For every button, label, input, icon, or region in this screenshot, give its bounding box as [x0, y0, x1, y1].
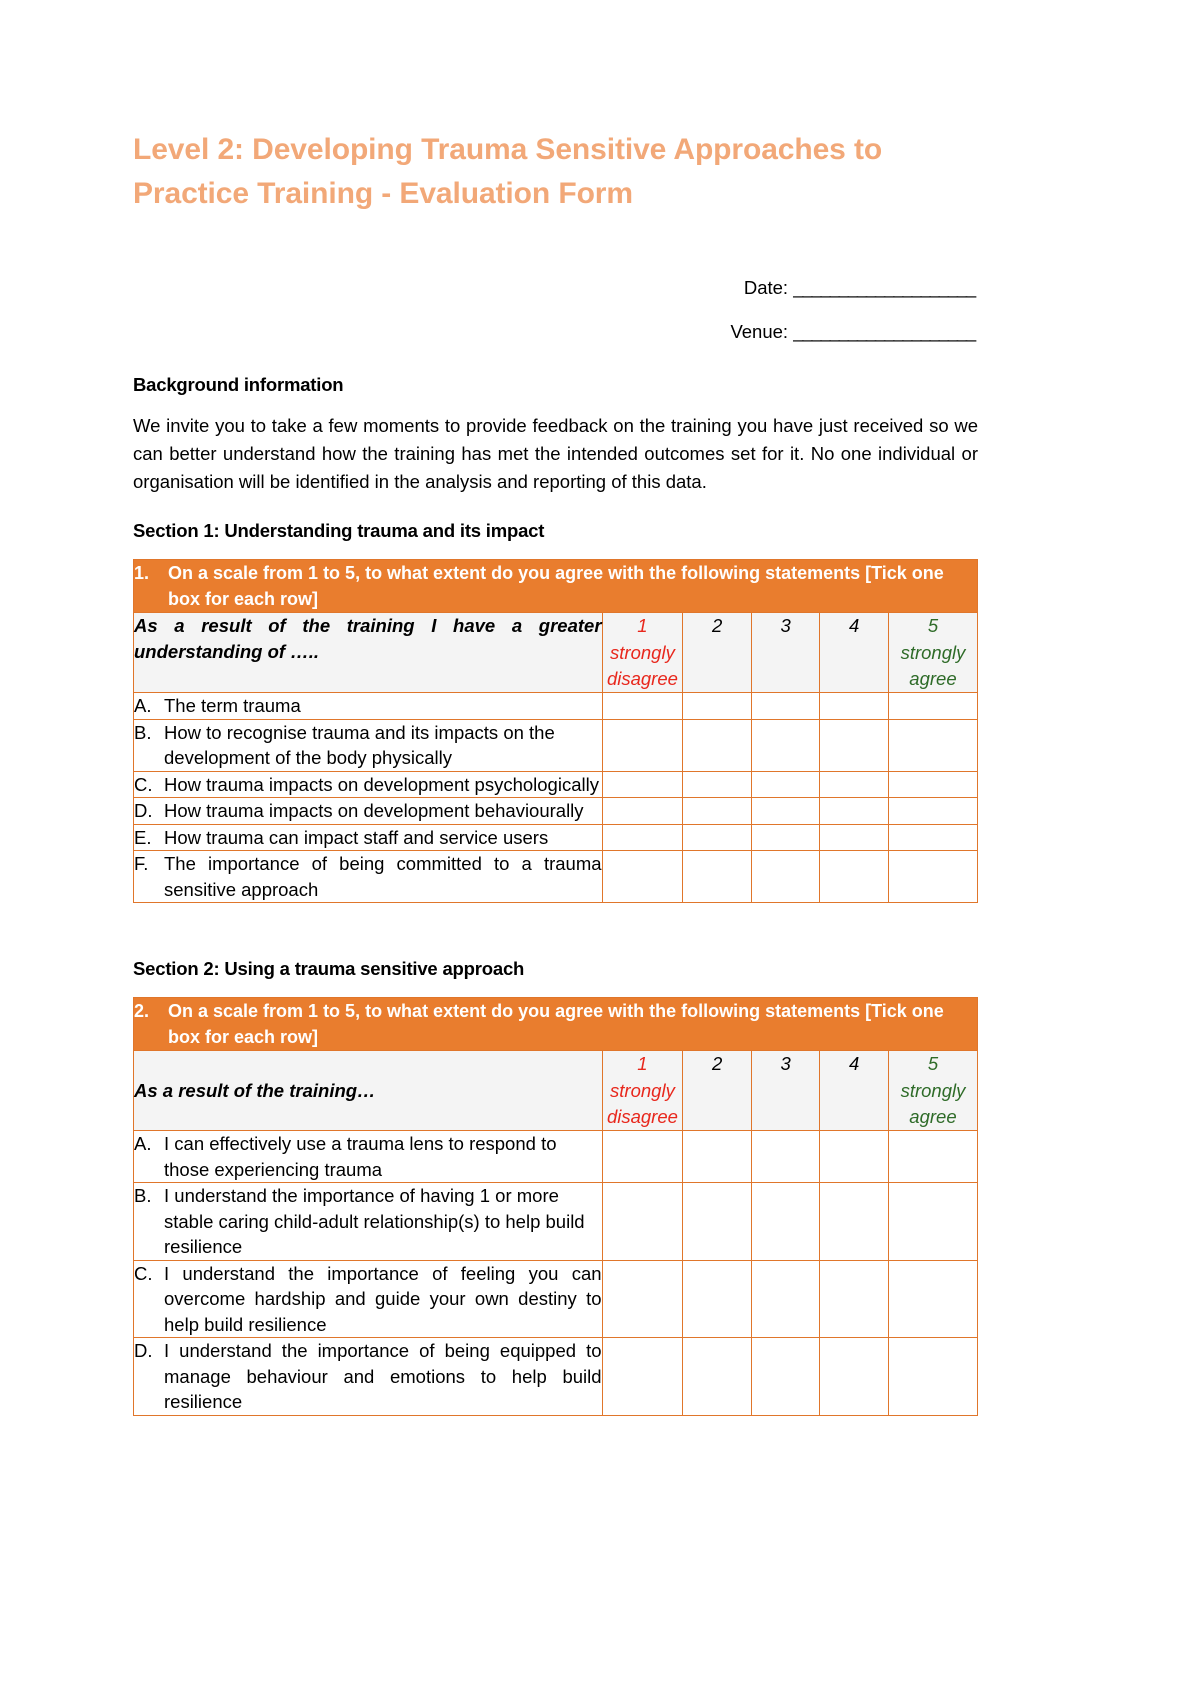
tick-box-2[interactable] [683, 851, 752, 903]
tick-box-3[interactable] [751, 851, 820, 903]
tick-box-5[interactable] [888, 719, 977, 771]
section2-banner [134, 998, 978, 1051]
table-row [134, 693, 978, 720]
tick-box-1[interactable] [602, 824, 683, 851]
scale-header-1 [602, 1051, 683, 1131]
tick-box-3[interactable] [751, 719, 820, 771]
tick-box-1[interactable] [602, 851, 683, 903]
item-letter: F. [134, 853, 149, 875]
table-row [134, 851, 978, 903]
tick-box-3[interactable] [751, 1131, 820, 1183]
scale-4-number: 4 [849, 1053, 860, 1075]
date-label: Date: [743, 276, 789, 298]
scale-1-word-line2: disagree [606, 1105, 678, 1127]
tick-box-1[interactable] [602, 1183, 683, 1261]
tick-box-2[interactable] [683, 1131, 752, 1183]
tick-box-2[interactable] [683, 1260, 752, 1338]
tick-box-2[interactable] [683, 798, 752, 825]
section2-item-c [134, 1260, 603, 1338]
tick-box-4[interactable] [820, 1338, 889, 1416]
section2-heading: Section 2: Using a trauma sensitive approach [133, 958, 525, 980]
scale-header-2 [683, 613, 752, 693]
scale-4-number: 4 [849, 615, 860, 637]
section2-item-a [134, 1131, 603, 1183]
section1-banner [134, 560, 978, 613]
item-text: How trauma impacts on development psychologically [164, 773, 599, 795]
item-letter: B. [134, 721, 152, 743]
scale-header-5 [888, 1051, 977, 1131]
item-text: How trauma can impact staff and service users [164, 826, 549, 848]
section1-item-c [134, 771, 603, 798]
scale-5-number: 5 [927, 615, 939, 637]
item-text: I understand the importance of having 1 or more stable caring child-adult relationship(s) to help build resilience [164, 1185, 585, 1258]
tick-box-5[interactable] [888, 1183, 977, 1261]
scale-3-number: 3 [780, 615, 791, 637]
venue-input-line[interactable]: ____________________ [793, 321, 975, 343]
section2-prompt: As a result of the training… [134, 1051, 603, 1131]
tick-box-4[interactable] [820, 693, 889, 720]
tick-box-2[interactable] [683, 824, 752, 851]
table-row [134, 798, 978, 825]
tick-box-1[interactable] [602, 798, 683, 825]
section1-heading: Section 1: Understanding trauma and its impact [133, 520, 545, 542]
scale-header-5 [888, 613, 977, 693]
tick-box-4[interactable] [820, 798, 889, 825]
item-letter: D. [134, 800, 153, 822]
item-text: I can effectively use a trauma lens to respond to those experiencing trauma [164, 1133, 557, 1180]
table-banner-row [134, 560, 978, 613]
scale-header-4 [820, 613, 889, 693]
section1-item-f [134, 851, 603, 903]
scale-1-word-line1: strongly [610, 641, 675, 663]
tick-box-4[interactable] [820, 1260, 889, 1338]
tick-box-3[interactable] [751, 798, 820, 825]
tick-box-5[interactable] [888, 851, 977, 903]
scale-3-number: 3 [780, 1053, 791, 1075]
section1-item-d [134, 798, 603, 825]
section2-item-b [134, 1183, 603, 1261]
scale-5-word-line1: strongly [900, 1079, 966, 1101]
item-letter: C. [134, 773, 153, 795]
section2-banner-text: On a scale from 1 to 5, to what extent do you agree with the following statements [Tick one box for each row] [168, 1001, 944, 1048]
tick-box-4[interactable] [820, 719, 889, 771]
section2-table [133, 997, 978, 1416]
section1-item-e [134, 824, 603, 851]
scale-5-word-line1: strongly [900, 641, 966, 663]
table-row [134, 719, 978, 771]
scale-2-number: 2 [711, 1053, 723, 1075]
venue-row [133, 323, 975, 342]
table-banner-row [134, 998, 978, 1051]
table-row [134, 1338, 978, 1416]
table-row [134, 824, 978, 851]
tick-box-5[interactable] [888, 693, 977, 720]
scale-5-word-line2: agree [909, 667, 957, 689]
scale-1-word-line2: disagree [606, 667, 678, 689]
section1-table [133, 559, 978, 903]
tick-box-4[interactable] [820, 824, 889, 851]
section1-prompt: As a result of the training I have a greater understanding of ….. [134, 613, 603, 693]
page-content [133, 128, 978, 1416]
item-text: How to recognise trauma and its impacts on the development of the body physically [164, 721, 555, 769]
section1-item-b [134, 719, 603, 771]
tick-box-5[interactable] [888, 824, 977, 851]
scale-header-1 [602, 613, 683, 693]
table-row [134, 1183, 978, 1261]
item-letter: C. [134, 1262, 153, 1284]
item-text: I understand the importance of feeling you can overcome hardship and guide your own destiny to help build resilience [164, 1262, 602, 1335]
tick-box-1[interactable] [602, 1131, 683, 1183]
tick-box-3[interactable] [751, 1338, 820, 1416]
scale-header-3 [751, 1051, 820, 1131]
tick-box-2[interactable] [683, 1338, 752, 1416]
scale-header-2 [683, 1051, 752, 1131]
page-title: Level 2: Developing Trauma Sensitive Approaches to Practice Training - Evaluation Form [133, 133, 883, 211]
section2-banner-number: 2. [134, 1001, 150, 1022]
tick-box-2[interactable] [683, 1183, 752, 1261]
background-paragraph: We invite you to take a few moments to provide feedback on the training you have just received so we can better understand how the training has met the intended outcomes set for it. No one individual or organisation will be identified in the analysis and reporting of this data. [133, 414, 978, 492]
tick-box-4[interactable] [820, 1131, 889, 1183]
tick-box-1[interactable] [602, 771, 683, 798]
tick-box-5[interactable] [888, 798, 977, 825]
item-text: I understand the importance of being equipped to manage behaviour and emotions to help build resilience [164, 1340, 602, 1413]
scale-1-number: 1 [637, 1053, 648, 1075]
scale-header-3 [751, 613, 820, 693]
tick-box-3[interactable] [751, 1260, 820, 1338]
table-row [134, 1131, 978, 1183]
tick-box-2[interactable] [683, 771, 752, 798]
date-input-line[interactable]: ____________________ [793, 276, 975, 298]
table-row [134, 1260, 978, 1338]
scale-2-number: 2 [711, 615, 723, 637]
tick-box-1[interactable] [602, 1338, 683, 1416]
tick-box-5[interactable] [888, 1260, 977, 1338]
tick-box-2[interactable] [683, 719, 752, 771]
venue-label: Venue: [730, 321, 789, 343]
meta-fields [133, 276, 978, 343]
date-row [133, 276, 975, 298]
tick-box-4[interactable] [820, 851, 889, 903]
scale-5-word-line2: agree [909, 1105, 957, 1127]
tick-box-3[interactable] [751, 693, 820, 720]
scale-header-4 [820, 1051, 889, 1131]
tick-box-1[interactable] [602, 719, 683, 771]
table-header-row [134, 1051, 978, 1131]
table-row [134, 771, 978, 798]
tick-box-1[interactable] [602, 693, 683, 720]
tick-box-2[interactable] [683, 693, 752, 720]
tick-box-3[interactable] [751, 824, 820, 851]
item-text: The term trauma [164, 695, 301, 717]
tick-box-5[interactable] [888, 1338, 977, 1416]
tick-box-3[interactable] [751, 771, 820, 798]
item-letter: D. [134, 1340, 153, 1362]
tick-box-1[interactable] [602, 1260, 683, 1338]
section2-item-d [134, 1338, 603, 1416]
tick-box-5[interactable] [888, 1131, 977, 1183]
tick-box-5[interactable] [888, 771, 977, 798]
item-letter: A. [134, 1133, 152, 1155]
background-heading: Background information [133, 373, 344, 395]
item-text: The importance of being committed to a trauma sensitive approach [164, 853, 602, 900]
section1-banner-text: On a scale from 1 to 5, to what extent do you agree with the following statements [Tick one box for each row] [168, 563, 944, 610]
table-header-row [134, 613, 978, 693]
scale-5-number: 5 [927, 1053, 939, 1075]
section1-item-a [134, 693, 603, 720]
item-text: How trauma impacts on development behaviourally [164, 800, 584, 822]
scale-1-word-line1: strongly [610, 1079, 675, 1101]
item-letter: A. [134, 695, 152, 717]
tick-box-4[interactable] [820, 1183, 889, 1261]
item-letter: B. [134, 1185, 152, 1207]
tick-box-4[interactable] [820, 771, 889, 798]
tick-box-3[interactable] [751, 1183, 820, 1261]
section1-banner-number: 1. [134, 563, 150, 584]
scale-1-number: 1 [637, 615, 648, 637]
item-letter: E. [134, 826, 152, 848]
